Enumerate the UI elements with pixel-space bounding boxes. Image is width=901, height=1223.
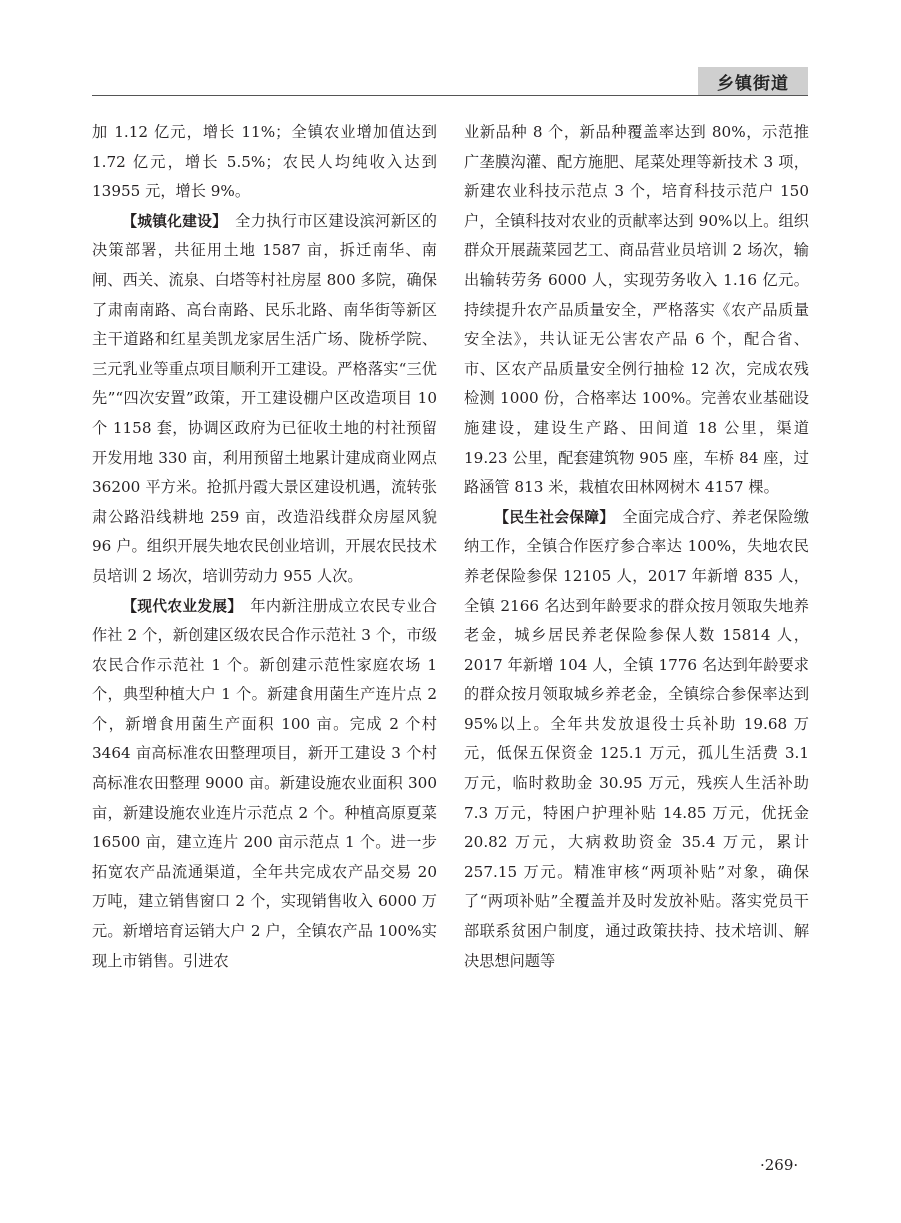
page-number: ·269· xyxy=(760,1156,799,1174)
section-modern-agriculture xyxy=(92,592,437,977)
right-paragraph-continued: 业新品种 8 个，新品种覆盖率达到 80%，示范推广垄膜沟灌、配方施肥、尾菜处理等新技术 3 项，新建农业科技示范点 3 个，培育科技示范户 150 户，全镇科技对农业的贡献率达到 90%以上。组织群众开展蔬菜园艺工、商品营业员培训 2 场次，输出输转劳务 6000 人，实现劳务收入 1.16 亿元。持续提升农产品质量安全，严格落实《农产品质量安全法》，共认证无公害农产品 6 个，配合省、市、区农产品质量安全例行抽检 12 次，完成农残检测 1000 份，合格率达 100%。完善农业基础设施建设，建设生产路、田间道 18 公里，渠道 19.23 公里，配套建筑物 905 座，车桥 84 座，过路涵管 813 米，栽植农田林网树木 4157 棵。 xyxy=(464,123,809,497)
left-column xyxy=(92,118,437,976)
section-social-security xyxy=(464,503,809,977)
section-body: 全面完成合疗、养老保险缴纳工作，全镇合作医疗参合率达 100%，失地农民养老保险参保 12105 人，2017 年新增 835 人，全镇 2166 名达到年龄要求的群众按月领取失地养老金，城乡居民养老保险参保人数 15814 人，2017 年新增 104 人，全镇 1776 名达到年龄要求的群众按月领取城乡养老金，全镇综合参保率达到 95%以上。全年共发放退役士兵补助 19.68 万元，低保五保资金 125.1 万元，孤儿生活费 3.1 万元，临时救助金 30.95 万元，残疾人生活补助 7.3 万元，特困户护理补贴 14.85 万元，优抚金 20.82 万元，大病救助资金 35.4 万元，累计 257.15 万元。精准审核“两项补贴”对象，确保了“两项补贴”全覆盖并及时发放补贴。落实党员干部联系贫困户制度，通过政策扶持、技术培训、解决思想问题等 xyxy=(464,507,809,970)
section-body: 年内新注册成立农民专业合作社 2 个，新创建区级农民合作示范社 3 个，市级农民合作示范社 1 个。新创建示范性家庭农场 1 个，典型种植大户 1 个。新建食用菌生产连片点 2 个，新增食用菌生产面积 100 亩。完成 2 个村 3464 亩高标准农田整理项目，新开工建设 3 个村高标准农田整理 9000 亩。新建设施农业面积 300 亩，新建设施农业连片示范点 2 个。种植高原夏菜 16500 亩，建立连片 200 亩示范点 1 个。进一步拓宽农产品流通渠道，全年共完成农产品交易 20 万吨，建立销售窗口 2 个，实现销售收入 6000 万元。新增培育运销大户 2 户，全镇农产品 100%实现上市销售。引进农 xyxy=(92,596,437,970)
section-heading: 【现代农业发展】 xyxy=(122,597,243,615)
section-urbanization xyxy=(92,207,437,592)
section-title-tab: 乡镇街道 xyxy=(698,67,808,95)
right-column xyxy=(464,118,809,976)
section-heading: 【城镇化建设】 xyxy=(122,212,228,230)
section-heading: 【民生社会保障】 xyxy=(494,508,615,526)
section-body: 全力执行市区建设滨河新区的决策部署，共征用土地 1587 亩，拆迁南华、南闸、西关、流泉、白塔等村社房屋 800 多院，确保了肃南南路、高台南路、民乐北路、南华街等新区主干道路和红星美凯龙家居生活广场、陇桥学院、三元乳业等重点项目顺利开工建设。严格落实“三优先”“四次安置”政策，开工建设棚户区改造项目 10 个 1158 套，协调区政府为已征收土地的村社预留开发用地 330 亩，利用预留土地累计建成商业网点 36200 平方米。抢抓丹霞大景区建设机遇，流转张肃公路沿线耕地 259 亩，改造沿线群众房屋风貌 96 户。组织开展失地农民创业培训，开展农民技术员培训 2 场次，培训劳动力 955 人次。 xyxy=(92,211,437,585)
left-paragraph-continued: 加 1.12 亿元，增长 11%；全镇农业增加值达到 1.72 亿元，增长 5.5%；农民人均纯收入达到 13955 元，增长 9%。 xyxy=(92,123,437,201)
header-rule xyxy=(92,95,808,96)
